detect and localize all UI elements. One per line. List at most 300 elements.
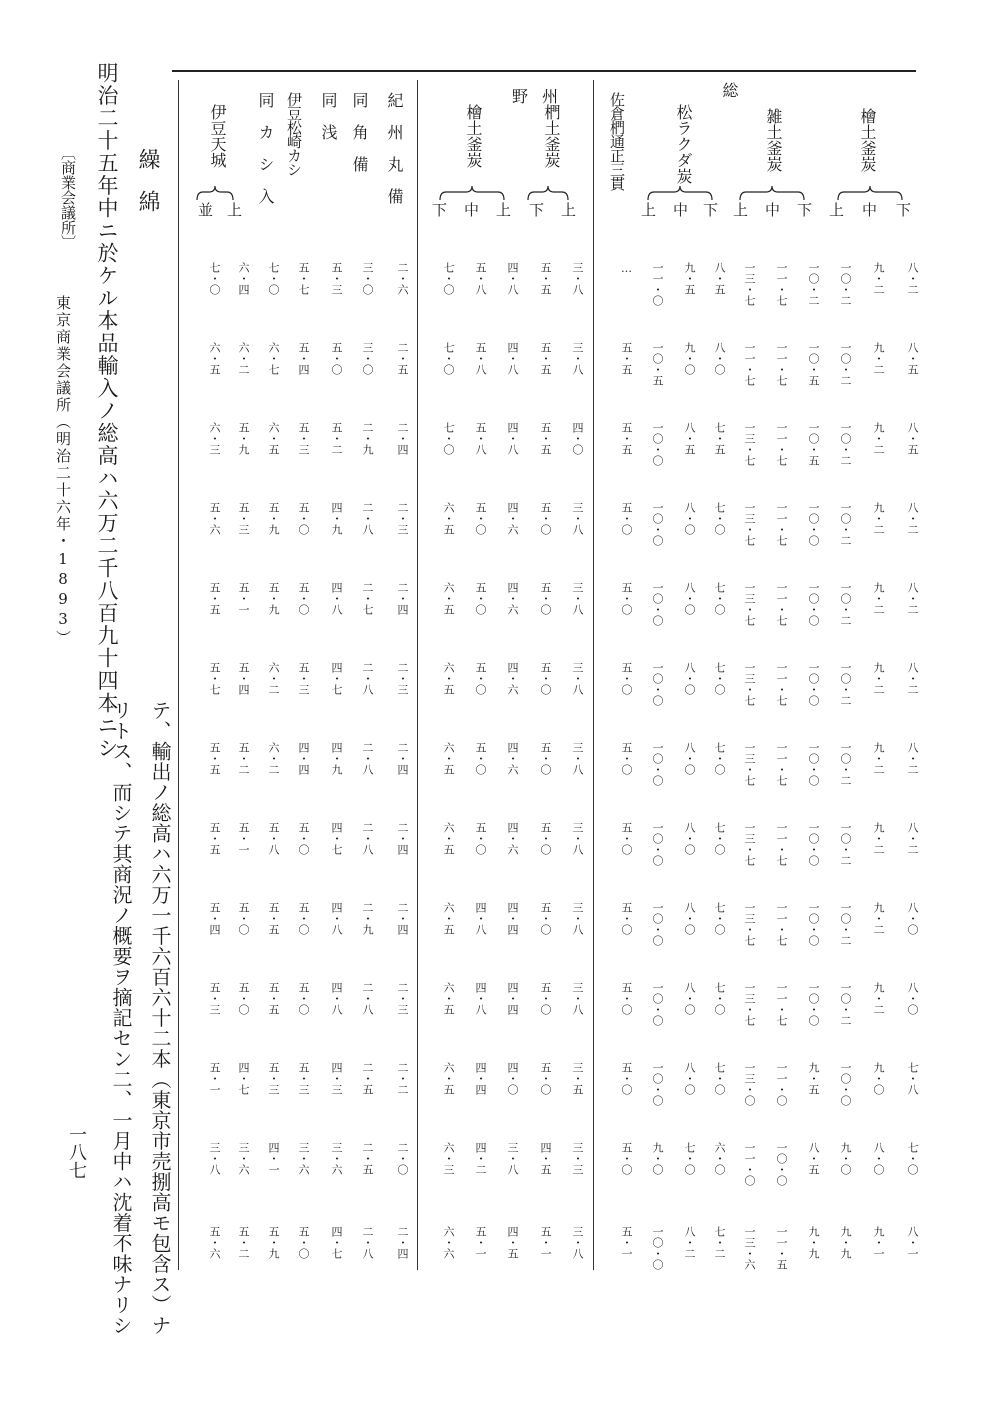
table-cell: 五・〇: [330, 342, 343, 375]
table-cell: 二・六: [396, 262, 409, 295]
table-cell: 九・二: [872, 902, 885, 935]
table-cell: 一〇・〇: [651, 502, 664, 546]
table-cell: 五・九: [237, 422, 250, 455]
table-cell: 三・八: [571, 262, 584, 295]
table-cell: 四・四: [506, 982, 519, 1015]
table-cell: 五・九: [267, 1226, 280, 1259]
table-cell: 一〇・〇: [651, 902, 664, 946]
subgroup-hinoki-yashu: 檜土釜炭: [464, 104, 483, 168]
table-cell: 二・四: [396, 742, 409, 775]
table-cell: 五・五: [208, 822, 221, 855]
table-cell: 九・五: [807, 1062, 820, 1095]
table-cell: 三・八: [571, 582, 584, 615]
table-cell: 八・五: [807, 1142, 820, 1175]
table-cell: 八・〇: [683, 582, 696, 615]
table-cell: 七・〇: [713, 902, 726, 935]
table-cell: 六・五: [442, 582, 455, 615]
table-cell: 一〇・〇: [651, 662, 664, 706]
table-cell: 一一・七: [775, 822, 788, 866]
table-cell: 三・八: [571, 1226, 584, 1259]
table-cell: 四・八: [330, 982, 343, 1015]
table-cell: 一〇・〇: [807, 582, 820, 626]
table-cell: 五・二: [237, 742, 250, 775]
table-cell: 一〇・二: [839, 662, 852, 706]
table-cell: 一〇・二: [839, 342, 852, 386]
table-cell: 五・〇: [474, 582, 487, 615]
column-header: 上: [827, 202, 845, 217]
table-cell: 二・三: [396, 982, 409, 1015]
table-cell: …: [620, 262, 633, 275]
table-cell: 五・〇: [474, 742, 487, 775]
table-cell: 一一・五: [775, 1226, 788, 1270]
table-cell: 四・六: [506, 662, 519, 695]
table-cell: 二・五: [396, 342, 409, 375]
table-cell: 五・五: [539, 342, 552, 375]
group-label-yashu: 野州: [512, 87, 573, 106]
table-cell: 四・七: [330, 1226, 343, 1259]
table-cell: 四・八: [474, 982, 487, 1015]
table-cell: 五・五: [208, 582, 221, 615]
column-header: 同角備: [350, 92, 369, 188]
table-cell: 八・五: [713, 262, 726, 295]
table-cell: 三・八: [571, 502, 584, 535]
column-header: 下: [795, 202, 813, 217]
table-cell: 六・三: [208, 422, 221, 455]
table-cell: 五・〇: [237, 982, 250, 1015]
column-header: 下: [430, 202, 448, 217]
table-cell: 五・〇: [474, 502, 487, 535]
table-cell: 五・五: [620, 342, 633, 375]
table-cell: 一〇・〇: [839, 1062, 852, 1106]
table-cell: 一〇・五: [807, 422, 820, 466]
table-cell: 九・二: [872, 582, 885, 615]
table-cell: 三・五: [571, 1062, 584, 1095]
table-cell: 一三・七: [743, 902, 756, 946]
table-cell: 六・五: [442, 902, 455, 935]
column-header: 上: [225, 202, 243, 217]
table-cell: 一〇・〇: [651, 1062, 664, 1106]
table-cell: 五・二: [237, 1226, 250, 1259]
table-cell: 八・五: [906, 342, 919, 375]
table-cell: 八・二: [906, 822, 919, 855]
table-cell: 一一・七: [743, 342, 756, 386]
table-cell: 二・八: [361, 982, 374, 1015]
subgroup-izu-amagi: 伊豆天城: [208, 104, 227, 168]
table-cell: 五・〇: [539, 742, 552, 775]
table-cell: 六・五: [442, 662, 455, 695]
table-cell: 八・〇: [683, 502, 696, 535]
table-cell: 一〇・二: [839, 582, 852, 626]
table-cell: 五・〇: [620, 902, 633, 935]
table-cell: 三・八: [571, 662, 584, 695]
table-cell: 三・八: [571, 982, 584, 1015]
table-cell: 九・九: [807, 1226, 820, 1259]
table-cell: 九・二: [872, 982, 885, 1015]
table-cell: 七・八: [906, 1062, 919, 1095]
column-header: 伊豆松崎カシ: [285, 92, 303, 176]
table-cell: 九・二: [872, 742, 885, 775]
table-cell: 一三・七: [743, 262, 756, 306]
table-cell: 五・九: [267, 502, 280, 535]
table-cell: 一一・七: [775, 582, 788, 626]
table-cell: 一〇・〇: [651, 582, 664, 626]
table-cell: 四・八: [330, 582, 343, 615]
table-cell: 一三・七: [743, 822, 756, 866]
table-cell: 一〇・二: [839, 502, 852, 546]
group-label-total: 総: [720, 82, 739, 98]
body-text-1: テ、輸出ノ総高ハ六万一千六百六十二本（東京市売捌高モ包含ス）ナ: [148, 700, 172, 1336]
section-heading: 繰綿: [135, 148, 160, 232]
table-cell: 五・三: [330, 262, 343, 295]
table-cell: 五・〇: [539, 982, 552, 1015]
table-cell: 三・三: [571, 1142, 584, 1175]
table-cell: 一一・七: [775, 342, 788, 386]
column-header: 下: [894, 202, 912, 217]
table-cell: 二・八: [361, 502, 374, 535]
table-cell: 五・〇: [620, 1062, 633, 1095]
table-cell: 六・二: [267, 742, 280, 775]
table-cell: 一三・七: [743, 502, 756, 546]
table-cell: 一一・〇: [775, 1062, 788, 1106]
table-cell: 五・〇: [620, 982, 633, 1015]
table-cell: 五・一: [539, 1226, 552, 1259]
table-cell: 四・六: [506, 582, 519, 615]
table-cell: 五・二: [330, 422, 343, 455]
table-cell: 一一・〇: [743, 1142, 756, 1186]
table-cell: 五・〇: [620, 1142, 633, 1175]
table-cell: 五・六: [208, 1226, 221, 1259]
table-cell: 四・〇: [571, 422, 584, 455]
table-cell: 五・五: [539, 422, 552, 455]
table-cell: 四・七: [237, 1062, 250, 1095]
table-cell: 三・八: [571, 902, 584, 935]
column-header: 中: [671, 202, 689, 217]
table-cell: 七・〇: [713, 1062, 726, 1095]
table-cell: 六・三: [442, 1142, 455, 1175]
table-cell: 七・〇: [713, 982, 726, 1015]
table-cell: 一〇・〇: [651, 422, 664, 466]
table-cell: 一〇・〇: [807, 822, 820, 866]
table-cell: 一一・七: [775, 742, 788, 786]
table-cell: 二・四: [396, 582, 409, 615]
table-cell: 一〇・二: [839, 262, 852, 306]
table-cell: 二・八: [361, 742, 374, 775]
table-cell: 八・〇: [906, 902, 919, 935]
table-cell: 二・三: [396, 662, 409, 695]
table-cell: 三・〇: [361, 262, 374, 295]
table-cell: 一〇・二: [839, 742, 852, 786]
table-cell: 八・〇: [906, 982, 919, 1015]
table-cell: 一〇・〇: [651, 982, 664, 1026]
table-cell: 四・八: [506, 262, 519, 295]
table-cell: 三・八: [571, 742, 584, 775]
column-header: 上: [731, 202, 749, 217]
table-cell: 一一・七: [775, 422, 788, 466]
table-cell: 五・〇: [297, 982, 310, 1015]
table-cell: 一〇・〇: [807, 662, 820, 706]
table-cell: 四・八: [330, 902, 343, 935]
subgroup-matsu-rakuda: 松ラクダ炭: [674, 104, 693, 184]
table-cell: 一一・七: [775, 502, 788, 546]
table-cell: 二・四: [396, 822, 409, 855]
table-cell: 四・八: [506, 342, 519, 375]
table-cell: 四・三: [330, 1062, 343, 1095]
table-cell: 五・〇: [539, 582, 552, 615]
table-cell: 一〇・〇: [651, 822, 664, 866]
table-cell: 五・一: [474, 1226, 487, 1259]
table-cell: 七・〇: [713, 662, 726, 695]
table-cell: 五・八: [474, 342, 487, 375]
table-cell: 一〇・〇: [651, 1226, 664, 1270]
table-cell: 四・七: [330, 822, 343, 855]
table-cell: 三・八: [208, 1142, 221, 1175]
table-cell: 五・三: [297, 1062, 310, 1095]
table-cell: 九・二: [872, 422, 885, 455]
table-cell: 五・三: [237, 502, 250, 535]
column-header: 上: [559, 202, 577, 217]
table-cell: 六・五: [442, 1062, 455, 1095]
table-cell: 五・〇: [539, 662, 552, 695]
table-cell: 五・五: [208, 742, 221, 775]
table-cell: 六・七: [267, 342, 280, 375]
column-header: 中: [860, 202, 878, 217]
table-cell: 四・四: [297, 742, 310, 775]
table-cell: 三・八: [506, 1142, 519, 1175]
table-cell: 一三・七: [743, 422, 756, 466]
table-cell: 七・〇: [906, 1142, 919, 1175]
table-cell: 四・六: [506, 742, 519, 775]
table-cell: 五・一: [237, 822, 250, 855]
table-cell: 八・〇: [683, 822, 696, 855]
table-cell: 五・九: [267, 582, 280, 615]
table-cell: 四・九: [330, 502, 343, 535]
table-cell: 八・一: [906, 1226, 919, 1259]
table-cell: 五・〇: [620, 742, 633, 775]
table-cell: 九・二: [872, 342, 885, 375]
table-cell: 二・八: [361, 662, 374, 695]
table-cell: 五・四: [297, 342, 310, 375]
table-cell: 二・五: [361, 1142, 374, 1175]
table-cell: 五・三: [297, 662, 310, 695]
table-cell: 一〇・二: [839, 422, 852, 466]
table-cell: 四・六: [506, 502, 519, 535]
column-header: 佐倉椚通正三貫: [608, 92, 626, 190]
table-cell: 一一・〇: [651, 262, 664, 306]
table-cell: 五・〇: [297, 822, 310, 855]
table-cell: 五・三: [297, 422, 310, 455]
table-cell: 四・八: [506, 422, 519, 455]
table-cell: 一〇・〇: [807, 502, 820, 546]
table-cell: 七・〇: [267, 262, 280, 295]
table-cell: 九・〇: [839, 1142, 852, 1175]
table-cell: 五・三: [267, 1062, 280, 1095]
table-cell: 五・一: [237, 582, 250, 615]
table-cell: 二・四: [396, 422, 409, 455]
table-cell: 八・二: [906, 262, 919, 295]
table-cell: 五・〇: [237, 902, 250, 935]
table-cell: 一三・六: [743, 1226, 756, 1270]
table-cell: 五・〇: [539, 1062, 552, 1095]
table-cell: 一一・七: [775, 982, 788, 1026]
table-cell: 一〇・〇: [807, 902, 820, 946]
table-cell: 一〇・五: [651, 342, 664, 386]
table-cell: 五・七: [208, 662, 221, 695]
table-cell: 一〇・〇: [651, 742, 664, 786]
table-cell: 四・五: [539, 1142, 552, 1175]
table-cell: 一〇・二: [839, 982, 852, 1026]
table-cell: 七・〇: [442, 422, 455, 455]
table-cell: 二・八: [361, 822, 374, 855]
table-cell: 一一・七: [775, 902, 788, 946]
table-cell: 七・〇: [683, 1142, 696, 1175]
table-cell: 五・〇: [297, 902, 310, 935]
table-cell: 四・〇: [506, 1062, 519, 1095]
table-cell: 一〇・〇: [807, 982, 820, 1026]
source-left: 〔商業会議所〕: [59, 145, 77, 250]
table-cell: 五・五: [539, 262, 552, 295]
table-cell: 五・〇: [474, 822, 487, 855]
table-cell: 六・四: [237, 262, 250, 295]
table-cell: 三・六: [330, 1142, 343, 1175]
table-cell: 一三・〇: [743, 1062, 756, 1106]
column-header: 中: [763, 202, 781, 217]
table-cell: 二・四: [396, 1226, 409, 1259]
table-cell: 四・六: [506, 822, 519, 855]
table-cell: 七・五: [713, 422, 726, 455]
table-cell: 六・五: [442, 822, 455, 855]
table-cell: 八・〇: [683, 662, 696, 695]
table-cell: 四・五: [506, 1226, 519, 1259]
table-cell: 七・〇: [442, 262, 455, 295]
table-cell: 五・一: [208, 1062, 221, 1095]
table-cell: 八・〇: [683, 982, 696, 1015]
table-cell: 五・〇: [539, 902, 552, 935]
column-header: 紀州丸備: [385, 92, 404, 220]
table-cell: 一〇・〇: [775, 1142, 788, 1186]
table-cell: 六・二: [267, 662, 280, 695]
column-header: 同浅: [319, 92, 338, 156]
table-cell: 二・七: [361, 582, 374, 615]
table-cell: 一三・七: [743, 742, 756, 786]
table-cell: 八・〇: [872, 1142, 885, 1175]
table-cell: 八・〇: [683, 902, 696, 935]
table-cell: 六・〇: [713, 1142, 726, 1175]
table-cell: 五・四: [237, 662, 250, 695]
subgroup-hinoki-total: 檜土釜炭: [858, 108, 877, 172]
table-cell: 一〇・二: [839, 902, 852, 946]
table-cell: 五・八: [474, 262, 487, 295]
table-cell: 八・五: [906, 422, 919, 455]
table-cell: 八・二: [683, 1226, 696, 1259]
table-cell: 五・五: [267, 982, 280, 1015]
table-cell: 一一・七: [775, 662, 788, 706]
table-cell: 四・七: [330, 662, 343, 695]
body-text-2: リトス、而シテ其商況ノ概要ヲ摘記セン二、一月中ハ沈着不味ナリシ: [109, 700, 133, 1336]
table-cell: 九・二: [872, 662, 885, 695]
table-cell: 六・二: [237, 342, 250, 375]
table-cell: 六・五: [442, 502, 455, 535]
source-right: 東京商業会議所（明治二十六年・1893）: [54, 295, 72, 647]
table-cell: 九・〇: [872, 1062, 885, 1095]
table-cell: 四・四: [474, 1062, 487, 1095]
table-cell: 八・二: [906, 502, 919, 535]
table-cell: 三・六: [237, 1142, 250, 1175]
table-cell: 五・七: [297, 262, 310, 295]
table-cell: 七・二: [713, 1226, 726, 1259]
table-cell: 九・五: [683, 262, 696, 295]
table-cell: 五・一: [620, 1226, 633, 1259]
table-cell: 七・〇: [442, 342, 455, 375]
table-cell: 三・〇: [361, 342, 374, 375]
table-cell: 二・八: [361, 1226, 374, 1259]
table-cell: 五・五: [267, 902, 280, 935]
page-number: 一八七: [66, 1125, 87, 1179]
table-cell: 五・〇: [539, 502, 552, 535]
table-cell: 三・八: [571, 342, 584, 375]
table-cell: 九・〇: [651, 1142, 664, 1175]
column-header: 並: [196, 202, 214, 217]
table-cell: 二・三: [396, 502, 409, 535]
table-cell: 五・四: [208, 902, 221, 935]
table-cell: 八・二: [906, 662, 919, 695]
table-cell: 九・二: [872, 262, 885, 295]
table-cell: 五・三: [208, 982, 221, 1015]
table-cell: 七・〇: [713, 742, 726, 775]
table-cell: 六・五: [267, 422, 280, 455]
table-cell: 八・二: [906, 582, 919, 615]
column-header: 下: [527, 202, 545, 217]
table-cell: 九・〇: [683, 342, 696, 375]
subgroup-zatsu: 雑土釜炭: [764, 108, 783, 172]
table-cell: 五・八: [474, 422, 487, 455]
table-cell: 三・六: [297, 1142, 310, 1175]
table-cell: 五・〇: [474, 662, 487, 695]
table-cell: 四・八: [474, 902, 487, 935]
table-cell: 二・五: [361, 1062, 374, 1095]
table-cell: 七・〇: [208, 262, 221, 295]
table-cell: 五・〇: [297, 582, 310, 615]
table-cell: 八・〇: [683, 742, 696, 775]
column-header: 上: [494, 202, 512, 217]
table-cell: 五・六: [208, 502, 221, 535]
table-cell: 八・〇: [713, 342, 726, 375]
table-cell: 六・五: [442, 982, 455, 1015]
column-header: 中: [462, 202, 480, 217]
table-cell: 一三・七: [743, 662, 756, 706]
table-cell: 八・〇: [683, 1062, 696, 1095]
table-cell: 五・〇: [620, 822, 633, 855]
table-cell: 一〇・〇: [807, 742, 820, 786]
table-cell: 七・〇: [713, 502, 726, 535]
table-cell: 二・九: [361, 422, 374, 455]
table-cell: 三・八: [571, 822, 584, 855]
table-cell: 九・一: [872, 1226, 885, 1259]
table-cell: 四・四: [506, 902, 519, 935]
table-cell: 九・二: [872, 822, 885, 855]
table-cell: 五・五: [620, 422, 633, 455]
table-cell: 九・九: [839, 1226, 852, 1259]
title-line: 明治二十五年中ニ於ケル本品輸入ノ総高ハ六万二千八百九十四本ニシ: [95, 62, 119, 760]
table-cell: 七・〇: [713, 582, 726, 615]
table-cell: 五・八: [267, 822, 280, 855]
table-cell: 九・二: [872, 502, 885, 535]
table-cell: 二・四: [396, 902, 409, 935]
table-cell: 一三・七: [743, 582, 756, 626]
table-cell: 四・一: [267, 1142, 280, 1175]
table-cell: 五・〇: [620, 582, 633, 615]
table-cell: 二・九: [361, 902, 374, 935]
table-cell: 七・〇: [713, 822, 726, 855]
